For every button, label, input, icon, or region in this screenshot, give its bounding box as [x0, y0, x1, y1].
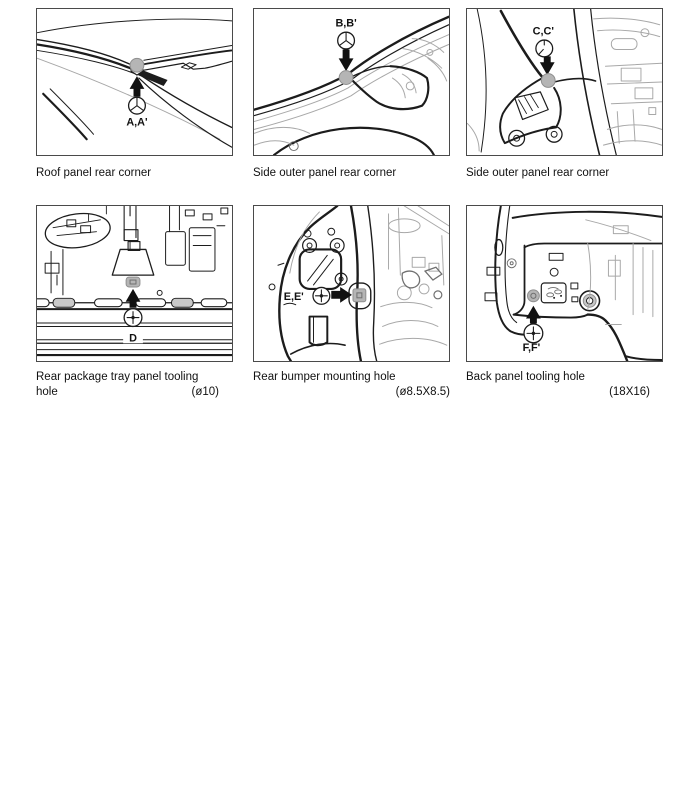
marker-label: D — [129, 332, 137, 345]
figure-caption — [466, 370, 663, 398]
caption-text: Back panel tooling hole — [466, 371, 585, 383]
figure-rear-package-tray — [36, 205, 233, 362]
figure-caption — [36, 166, 233, 181]
pointer-arrow-icon — [526, 306, 541, 324]
caption-text: Side outer panel rear corner — [466, 167, 610, 179]
pointer-arrow-icon — [339, 49, 354, 71]
crosshair-symbol-icon — [124, 309, 142, 327]
wheel-symbol-icon — [129, 97, 146, 114]
hole-marker — [130, 58, 144, 72]
line-art-bumper-mounting — [254, 206, 449, 361]
hole-marker — [527, 290, 539, 302]
figure-caption — [466, 166, 663, 181]
size-note: (18X16) — [609, 385, 650, 398]
figure-side-outer-panel-rear-corner-1 — [253, 8, 450, 156]
caption-text: Rear bumper mounting hole — [253, 371, 396, 383]
figure-caption — [36, 370, 233, 399]
pointer-arrow-icon — [540, 56, 555, 75]
hole-marker — [349, 283, 371, 309]
caption-text: Roof panel rear corner — [36, 167, 152, 179]
caption-text: Side outer panel rear corner — [253, 167, 397, 179]
line-art-roof-panel — [37, 9, 232, 155]
figure-caption — [253, 370, 450, 398]
figure-rear-bumper-mounting — [253, 205, 450, 362]
line-art-package-tray — [37, 206, 232, 361]
emblem-glyphs — [547, 287, 562, 298]
line-art-back-panel — [467, 206, 662, 361]
drawing-lines — [485, 206, 662, 361]
size-note: (ø8.5X8.5) — [395, 385, 450, 398]
figure-side-outer-panel-rear-corner-2 — [466, 8, 663, 156]
crosshair-symbol-icon — [524, 324, 543, 343]
wheel-symbol-icon — [338, 32, 355, 49]
drawing-lines — [467, 9, 661, 155]
marker-label: E,E' — [283, 290, 304, 303]
clock-symbol-icon — [536, 40, 553, 57]
line-art-side-outer-panel — [254, 9, 449, 155]
line-art-side-outer-panel-2 — [467, 9, 662, 155]
figure-back-panel — [466, 205, 663, 362]
marker-label: B,B' — [335, 17, 357, 30]
marker-label: F,F' — [522, 342, 541, 355]
pointer-arrow-icon — [130, 76, 145, 97]
marker-label: A,A' — [126, 116, 148, 129]
hole-marker — [339, 71, 353, 85]
figure-caption — [253, 166, 450, 181]
hole-marker — [126, 277, 140, 287]
marker-label: C,C' — [532, 25, 554, 38]
caption-text: Rear package tray panel tooling hole — [36, 371, 199, 398]
hole-marker — [541, 74, 555, 88]
crosshair-symbol-icon — [313, 287, 330, 304]
figure-roof-panel-rear-corner — [36, 8, 233, 156]
size-note: (ø10) — [191, 385, 219, 398]
